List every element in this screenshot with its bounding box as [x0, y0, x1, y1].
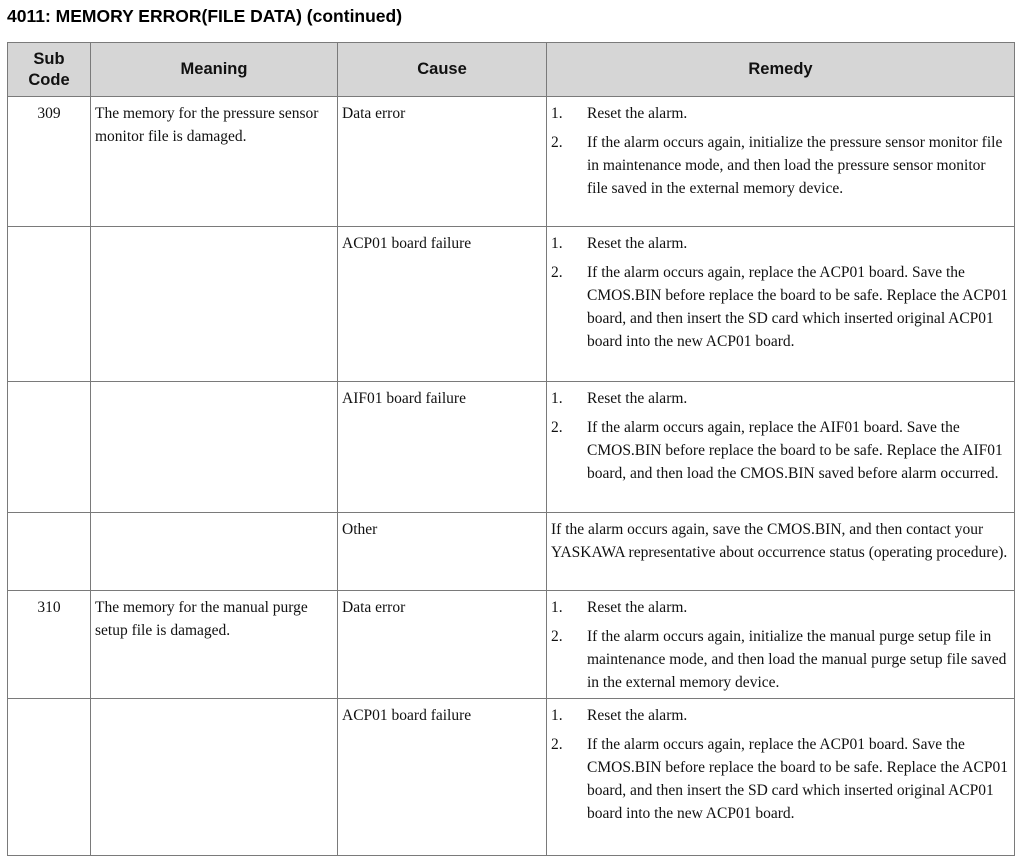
remedy-step	[551, 387, 1010, 410]
alarm-table	[7, 42, 1015, 856]
remedy-cell	[547, 97, 1015, 227]
remedy-step	[551, 102, 1010, 125]
remedy-cell	[547, 382, 1015, 513]
step-text: Reset the alarm.	[587, 390, 688, 407]
cause-cell: Data error	[338, 591, 547, 699]
remedy-step	[551, 733, 1010, 825]
step-text: Reset the alarm.	[587, 105, 688, 122]
remedy-steps	[551, 704, 1010, 825]
meaning-cell: The memory for the manual purge setup file is damaged.	[91, 591, 338, 699]
cause-cell: Other	[338, 513, 547, 591]
step-number: 2.	[551, 628, 563, 645]
step-text: Reset the alarm.	[587, 707, 688, 724]
step-text: If the alarm occurs again, initialize the pressure sensor monitor file in maintenance mode, and then load the pressure sensor monitor file saved in the external memory device.	[587, 134, 1003, 197]
sub-code-cell	[8, 382, 91, 513]
cause-cell: Data error	[338, 97, 547, 227]
table-row	[8, 227, 1015, 382]
page-title: 4011: MEMORY ERROR(FILE DATA) (continued)	[7, 6, 403, 26]
step-number: 1.	[551, 105, 563, 122]
remedy-steps	[551, 102, 1010, 200]
header-meaning: Meaning	[91, 43, 338, 97]
remedy-step	[551, 704, 1010, 727]
header-cause: Cause	[338, 43, 547, 97]
cause-cell: ACP01 board failure	[338, 227, 547, 382]
remedy-cell	[547, 591, 1015, 699]
remedy-step	[551, 261, 1010, 353]
meaning-cell	[91, 513, 338, 591]
step-number: 1.	[551, 390, 563, 407]
remedy-steps	[551, 387, 1010, 485]
step-number: 2.	[551, 264, 563, 281]
header-row	[8, 43, 1015, 97]
sub-code-cell	[8, 513, 91, 591]
remedy-step	[551, 232, 1010, 255]
remedy-cell: If the alarm occurs again, save the CMOS.BIN, and then contact your YASKAWA representative about occurrence status (operating procedure).	[547, 513, 1015, 591]
step-text: Reset the alarm.	[587, 235, 688, 252]
meaning-cell	[91, 699, 338, 856]
remedy-cell	[547, 227, 1015, 382]
remedy-step	[551, 625, 1010, 694]
step-text: If the alarm occurs again, replace the ACP01 board. Save the CMOS.BIN before replace the board to be safe. Replace the ACP01 board, and then insert the SD card which inserted original ACP01 board into the new ACP01 board.	[587, 736, 1008, 822]
step-number: 2.	[551, 419, 563, 436]
sub-code-cell: 309	[8, 97, 91, 227]
sub-code-cell: 310	[8, 591, 91, 699]
step-text: If the alarm occurs again, replace the ACP01 board. Save the CMOS.BIN before replace the board to be safe. Replace the ACP01 board, and then insert the SD card which inserted original ACP01 board into the new ACP01 board.	[587, 264, 1008, 350]
remedy-cell	[547, 699, 1015, 856]
meaning-cell: The memory for the pressure sensor monitor file is damaged.	[91, 97, 338, 227]
step-number: 2.	[551, 134, 563, 151]
remedy-steps	[551, 596, 1010, 694]
meaning-cell	[91, 227, 338, 382]
table-row	[8, 513, 1015, 591]
table-row	[8, 382, 1015, 513]
sub-code-cell	[8, 227, 91, 382]
sub-code-cell	[8, 699, 91, 856]
table-row	[8, 97, 1015, 227]
header-remedy: Remedy	[547, 43, 1015, 97]
cause-cell: AIF01 board failure	[338, 382, 547, 513]
remedy-step	[551, 416, 1010, 485]
cause-cell: ACP01 board failure	[338, 699, 547, 856]
table-row	[8, 591, 1015, 699]
step-text: If the alarm occurs again, replace the AIF01 board. Save the CMOS.BIN before replace the board to be safe. Replace the AIF01 board, and then load the CMOS.BIN saved before alarm occurred.	[587, 419, 1003, 482]
header-sub-code: Sub Code	[8, 43, 91, 97]
remedy-step	[551, 596, 1010, 619]
step-text: Reset the alarm.	[587, 599, 688, 616]
meaning-cell	[91, 382, 338, 513]
step-number: 1.	[551, 235, 563, 252]
remedy-step	[551, 131, 1010, 200]
step-text: If the alarm occurs again, initialize the manual purge setup file in maintenance mode, and then load the manual purge setup file saved in the external memory device.	[587, 628, 1007, 691]
table-row	[8, 699, 1015, 856]
step-number: 1.	[551, 599, 563, 616]
step-number: 1.	[551, 707, 563, 724]
step-number: 2.	[551, 736, 563, 753]
remedy-steps	[551, 232, 1010, 353]
